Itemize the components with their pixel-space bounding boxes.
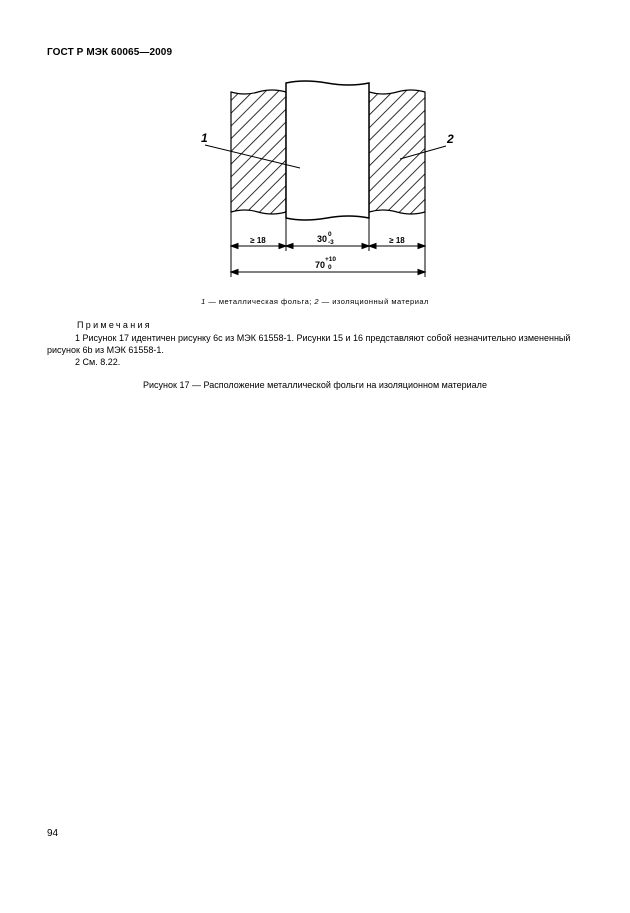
metal-foil [286, 81, 369, 220]
dim-center-upper: 0 [328, 231, 332, 238]
figure-caption: Рисунок 17 — Расположение металлической фольги на изоляционном материале [143, 380, 487, 390]
notes-title: Примечания [77, 320, 152, 330]
note-1: 1 Рисунок 17 идентичен рисунку 6c из МЭК 61558-1. Рисунки 15 и 16 представляют собой незначительно измененный рисунок 6b из МЭК 61558-1. [47, 333, 571, 355]
dim-center-base: 30 [316, 234, 327, 244]
dim-total-base: 70 [314, 260, 325, 270]
legend-text-2: — изоляционный материал [319, 297, 429, 306]
figure-label-2: 2 [447, 132, 454, 146]
dim-total-upper: +10 [325, 256, 337, 263]
legend-num-1: 1 [201, 297, 206, 306]
legend-text-1: — металлическая фольга; [205, 297, 315, 306]
dim-left-text: ≥ 18 [250, 236, 266, 245]
figure-label-1: 1 [201, 131, 208, 145]
dim-center-lower: -3 [328, 239, 334, 246]
document-header: ГОСТ Р МЭК 60065—2009 [47, 47, 173, 58]
dim-total-lower: 0 [328, 264, 332, 271]
legend-num-2: 2 [314, 297, 320, 306]
page-number: 94 [47, 828, 59, 839]
note-2: 2 См. 8.22. [75, 357, 121, 367]
insulation-block-left [231, 90, 286, 214]
figure-legend [0, 297, 630, 306]
dim-right-text: ≥ 18 [389, 236, 405, 245]
figure-diagram [0, 0, 630, 300]
insulation-block-right [369, 90, 425, 214]
